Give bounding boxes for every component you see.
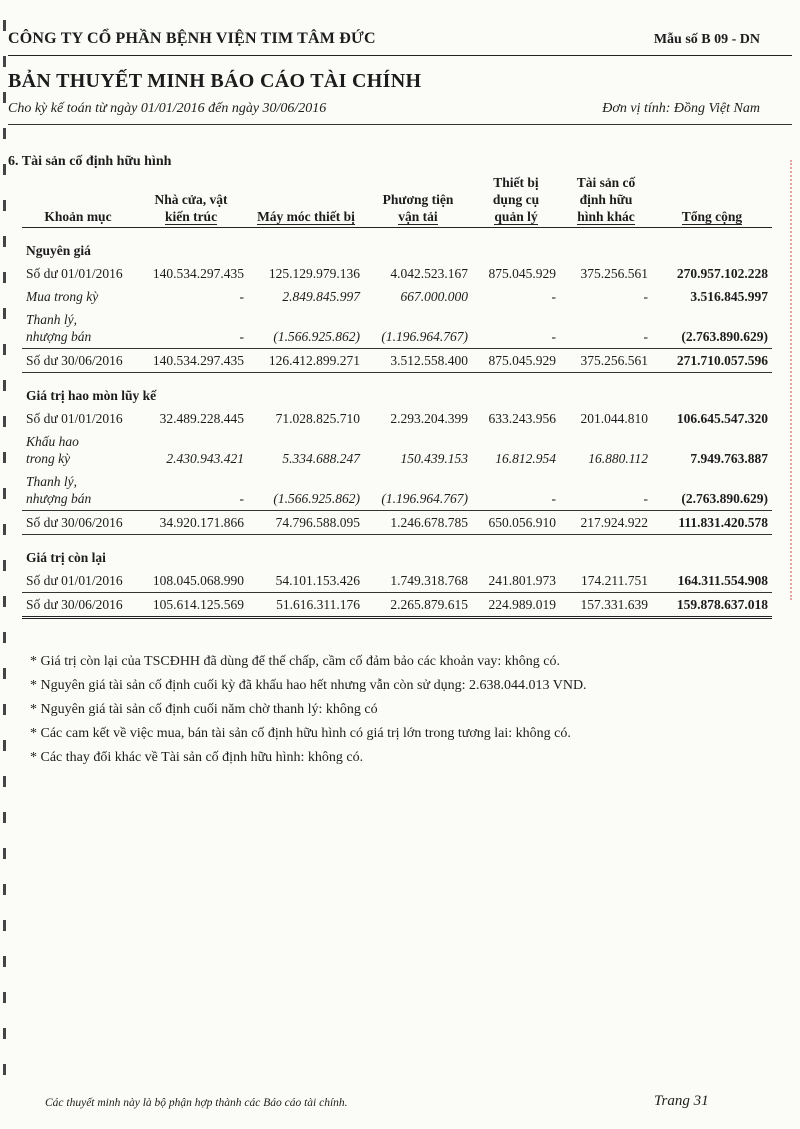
row-label: Thanh lý, nhượng bán (26, 312, 92, 344)
cell: 633.243.956 (488, 411, 556, 426)
table-row (22, 407, 772, 430)
col-other-assets-header: Tài sản cố định hữu hình khác (560, 172, 652, 228)
note-item: * Nguyên giá tài sản cố định cuối năm chờ thanh lý: không có (30, 702, 378, 717)
footer-note: Các thuyết minh này là bộ phận hợp thành các Báo cáo tài chính. (45, 1097, 348, 1109)
group-title: Giá trị còn lại (26, 550, 106, 565)
cell: 16.812.954 (495, 451, 556, 466)
col-vehicles-header: Phương tiện vận tải (364, 172, 472, 228)
col-machinery-header: Máy móc thiết bị (248, 172, 364, 228)
cell: 34.920.171.866 (134, 511, 248, 535)
cell: 105.614.125.569 (134, 593, 248, 618)
header-divider (8, 55, 792, 56)
cell-total: 159.878.637.018 (652, 593, 772, 618)
cell: (1.566.925.862) (273, 491, 360, 506)
row-label: Số dư 30/06/2016 (22, 349, 134, 373)
cell-total: 3.516.845.997 (690, 289, 768, 304)
row-label: Mua trong kỳ (26, 289, 99, 304)
binding-holes (0, 20, 8, 1120)
col-total-header: Tổng cộng (652, 172, 772, 228)
cell: 241.801.973 (488, 573, 556, 588)
cell-total: 164.311.554.908 (677, 573, 768, 588)
row-label: Số dư 30/06/2016 (22, 511, 134, 535)
cell: 217.924.922 (560, 511, 652, 535)
cell-total: (2.763.890.629) (681, 329, 768, 344)
cell: 875.045.929 (488, 266, 556, 281)
row-label: Số dư 01/01/2016 (26, 573, 123, 588)
cell-total: 270.957.102.228 (676, 266, 768, 281)
cell: - (643, 329, 648, 344)
group-depreciation-title-row (22, 373, 772, 408)
cell-total: 106.645.547.320 (676, 411, 768, 426)
cell: (1.196.964.767) (381, 329, 468, 344)
cell: 4.042.523.167 (390, 266, 468, 281)
col-office-equipment-header: Thiết bị dụng cụ quản lý (472, 172, 560, 228)
cell: 201.044.810 (580, 411, 648, 426)
cell: 375.256.561 (580, 266, 648, 281)
notes-list (30, 650, 587, 770)
table-row (22, 470, 772, 511)
cell: 140.534.297.435 (152, 266, 244, 281)
row-label: Số dư 01/01/2016 (26, 411, 123, 426)
cell: 54.101.153.426 (275, 573, 360, 588)
table-row (22, 308, 772, 349)
row-label: Số dư 01/01/2016 (26, 266, 123, 281)
cell: (1.566.925.862) (273, 329, 360, 344)
cell: - (551, 491, 556, 506)
document-title: BẢN THUYẾT MINH BÁO CÁO TÀI CHÍNH (8, 70, 422, 92)
table-row-subtotal (22, 511, 772, 535)
cell: 74.796.588.095 (248, 511, 364, 535)
cell: 71.028.825.710 (275, 411, 360, 426)
cell: 5.334.688.247 (282, 451, 360, 466)
cell: 875.045.929 (472, 349, 560, 373)
cell-total: 7.949.763.887 (690, 451, 768, 466)
cell: 16.880.112 (588, 451, 648, 466)
page-number: Trang 31 (654, 1093, 709, 1109)
cell: 1.749.318.768 (390, 573, 468, 588)
row-label: Thanh lý, nhượng bán (26, 474, 92, 506)
table-row (22, 285, 772, 308)
cell: 667.000.000 (400, 289, 468, 304)
cell: 157.331.639 (560, 593, 652, 618)
table-row-subtotal (22, 349, 772, 373)
group-title: Giá trị hao mòn lũy kế (26, 388, 157, 403)
cell-total: 271.710.057.596 (652, 349, 772, 373)
cell: 1.246.678.785 (364, 511, 472, 535)
col-item-header: Khoản mục (22, 172, 134, 228)
cell: - (239, 491, 244, 506)
cell: - (643, 289, 648, 304)
cell: (1.196.964.767) (381, 491, 468, 506)
cell: - (239, 289, 244, 304)
table-row (22, 262, 772, 285)
form-number: Mẫu số B 09 - DN (653, 32, 760, 47)
table-row (22, 430, 772, 470)
currency-unit: Đơn vị tính: Đồng Việt Nam (602, 101, 760, 116)
title-divider (8, 124, 792, 125)
cell: 2.849.845.997 (282, 289, 360, 304)
cell: 174.211.751 (581, 573, 648, 588)
reporting-period: Cho kỳ kế toán từ ngày 01/01/2016 đến ngày 30/06/2016 (8, 101, 327, 116)
cell: 2.265.879.615 (364, 593, 472, 618)
cell: 140.534.297.435 (134, 349, 248, 373)
cell: 3.512.558.400 (364, 349, 472, 373)
row-label: Số dư 30/06/2016 (22, 593, 134, 618)
cell: 150.439.153 (400, 451, 468, 466)
table-row (22, 569, 772, 593)
cell: - (239, 329, 244, 344)
group-cost-title-row (22, 228, 772, 263)
cell-total: (2.763.890.629) (681, 491, 768, 506)
cell: - (551, 329, 556, 344)
cell: 108.045.068.990 (152, 573, 244, 588)
cell: - (551, 289, 556, 304)
cell: 51.616.311.176 (248, 593, 364, 618)
note-item: * Giá trị còn lại của TSCĐHH đã dùng để thế chấp, cầm cố đảm bảo các khoản vay: không có. (30, 654, 561, 669)
table-header-row (22, 172, 772, 228)
cell: 224.989.019 (472, 593, 560, 618)
group-net-title-row (22, 535, 772, 570)
cell: 2.430.943.421 (166, 451, 244, 466)
cell-total: 111.831.420.578 (652, 511, 772, 535)
row-label: Khấu hao trong kỳ (26, 434, 79, 466)
note-item: * Các cam kết về việc mua, bán tài sản cố định hữu hình có giá trị lớn trong tương lai: không có. (30, 726, 571, 741)
note-item: * Các thay đổi khác về Tài sản cố định hữu hình: không có. (30, 750, 364, 765)
cell: 650.056.910 (472, 511, 560, 535)
cell: - (643, 491, 648, 506)
cell: 126.412.899.271 (248, 349, 364, 373)
section-title: 6. Tài sản cố định hữu hình (8, 154, 172, 169)
seal-stamp-edge (786, 160, 800, 600)
table-row-final-total (22, 593, 772, 618)
cell: 32.489.228.445 (159, 411, 244, 426)
cell: 375.256.561 (560, 349, 652, 373)
col-buildings-header: Nhà cửa, vật kiến trúc (134, 172, 248, 228)
cell: 2.293.204.399 (390, 411, 468, 426)
fixed-assets-table (22, 172, 772, 619)
company-name: CÔNG TY CỔ PHẦN BỆNH VIỆN TIM TÂM ĐỨC (8, 30, 376, 47)
group-title: Nguyên giá (26, 243, 91, 258)
cell: 125.129.979.136 (268, 266, 360, 281)
note-item: * Nguyên giá tài sản cố định cuối kỳ đã khấu hao hết nhưng vẫn còn sử dụng: 2.638.044.013 VND. (30, 678, 587, 693)
